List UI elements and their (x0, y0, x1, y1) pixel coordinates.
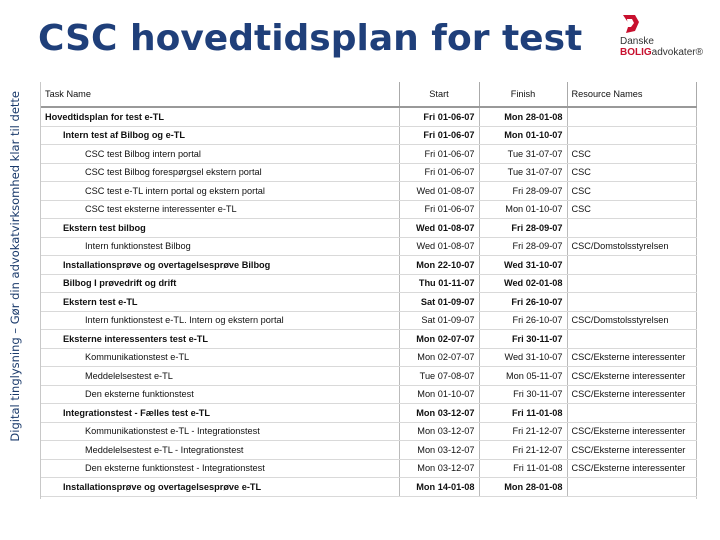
task-name-cell: Integrationstest - Fælles test e-TL (41, 404, 399, 423)
task-name-cell: CSC test eksterne interessenter e-TL (41, 200, 399, 219)
finish-cell: Fri 28-09-07 (479, 237, 567, 256)
resource-cell: CSC/Domstolsstyrelsen (567, 311, 696, 330)
finish-cell: Fri 28-09-07 (479, 182, 567, 201)
resource-cell: CSC (567, 163, 696, 182)
start-cell: Mon 02-07-07 (399, 348, 479, 367)
resource-cell: CSC/Eksterne interessenter (567, 367, 696, 386)
finish-cell: Fri 21-12-07 (479, 422, 567, 441)
table-row[interactable] (41, 459, 696, 478)
task-name-cell: Intern funktionstest Bilbog (41, 237, 399, 256)
task-name-cell: Meddelelsestest e-TL (41, 367, 399, 386)
gantt-task-table (40, 82, 697, 499)
resource-cell (567, 330, 696, 349)
table-row[interactable] (41, 163, 696, 182)
table-row[interactable] (41, 274, 696, 293)
task-name-cell: Eksterne interessenters test e-TL (41, 330, 399, 349)
start-cell: Fri 01-06-07 (399, 163, 479, 182)
finish-cell: Tue 31-07-07 (479, 163, 567, 182)
col-finish[interactable]: Finish (479, 82, 567, 107)
start-cell: Wed 01-08-07 (399, 182, 479, 201)
finish-cell: Mon 01-10-07 (479, 200, 567, 219)
finish-cell: Fri 26-10-07 (479, 311, 567, 330)
table-row[interactable] (41, 256, 696, 275)
task-name-cell: Bilbog I prøvedrift og drift (41, 274, 399, 293)
task-name-cell: CSC test Bilbog forespørgsel ekstern portal (41, 163, 399, 182)
start-cell: Sat 01-09-07 (399, 311, 479, 330)
finish-cell: Fri 11-01-08 (479, 459, 567, 478)
finish-cell: Wed 31-10-07 (479, 256, 567, 275)
resource-cell (567, 219, 696, 238)
finish-cell: Mon 28-01-08 (479, 478, 567, 497)
table-row[interactable] (41, 385, 696, 404)
start-cell: Mon 03-12-07 (399, 422, 479, 441)
finish-cell: Wed 02-01-08 (479, 274, 567, 293)
resource-cell (567, 107, 696, 126)
resource-cell: CSC (567, 145, 696, 164)
finish-cell: Fri 11-01-08 (479, 404, 567, 423)
task-name-cell: Den eksterne funktionstest - Integrationstest (41, 459, 399, 478)
resource-cell: CSC (567, 182, 696, 201)
resource-cell (567, 293, 696, 312)
col-start[interactable]: Start (399, 82, 479, 107)
start-cell: Mon 22-10-07 (399, 256, 479, 275)
start-cell: Mon 03-12-07 (399, 459, 479, 478)
finish-cell: Mon 01-10-07 (479, 126, 567, 145)
task-name-cell: CSC test Bilbog intern portal (41, 145, 399, 164)
finish-cell: Tue 31-07-07 (479, 145, 567, 164)
task-name-cell: Meddelelsestest e-TL - Integrationstest (41, 441, 399, 460)
page-title: CSC hovedtidsplan for test (38, 18, 583, 59)
finish-cell: Mon 05-11-07 (479, 367, 567, 386)
table-row[interactable] (41, 404, 696, 423)
resource-cell: CSC/Eksterne interessenter (567, 348, 696, 367)
start-cell: Thu 01-11-07 (399, 274, 479, 293)
table-row[interactable] (41, 293, 696, 312)
start-cell: Tue 07-08-07 (399, 367, 479, 386)
table-row[interactable] (41, 311, 696, 330)
logo-line2: BOLIGadvokater® (620, 47, 703, 58)
resource-cell (567, 274, 696, 293)
table-row[interactable] (41, 348, 696, 367)
resource-cell (567, 126, 696, 145)
start-cell: Wed 01-08-07 (399, 237, 479, 256)
task-name-cell: Ekstern test e-TL (41, 293, 399, 312)
start-cell: Fri 01-06-07 (399, 145, 479, 164)
finish-cell: Fri 21-12-07 (479, 441, 567, 460)
table-row[interactable] (41, 107, 696, 126)
finish-cell: Fri 28-09-07 (479, 219, 567, 238)
task-name-cell: Ekstern test bilbog (41, 219, 399, 238)
task-name-cell: Kommunikationstest e-TL (41, 348, 399, 367)
resource-cell: CSC/Eksterne interessenter (567, 385, 696, 404)
resource-cell (567, 404, 696, 423)
task-name-cell: Installationsprøve og overtagelsesprøve Bilbog (41, 256, 399, 275)
table-row[interactable] (41, 330, 696, 349)
logo-line1: Danske (620, 36, 654, 47)
table-row[interactable] (41, 126, 696, 145)
task-name-cell: Kommunikationstest e-TL - Integrationstest (41, 422, 399, 441)
finish-cell: Fri 26-10-07 (479, 293, 567, 312)
resource-cell (567, 256, 696, 275)
table-row[interactable] (41, 478, 696, 497)
logo-mark-icon (620, 12, 642, 34)
table-row[interactable] (41, 182, 696, 201)
table-row[interactable] (41, 422, 696, 441)
start-cell: Mon 03-12-07 (399, 404, 479, 423)
resource-cell: CSC (567, 200, 696, 219)
start-cell: Mon 03-12-07 (399, 441, 479, 460)
resource-cell: CSC/Eksterne interessenter (567, 459, 696, 478)
table-row[interactable] (41, 200, 696, 219)
resource-cell: CSC/Eksterne interessenter (567, 422, 696, 441)
task-name-cell: CSC test e-TL intern portal og ekstern portal (41, 182, 399, 201)
table-row[interactable] (41, 441, 696, 460)
side-caption: Digital tinglysning – Gør din advokatvirksomhed klar til dette (8, 90, 22, 442)
task-name-cell: Intern funktionstest e-TL. Intern og ekstern portal (41, 311, 399, 330)
resource-cell: CSC/Domstolsstyrelsen (567, 237, 696, 256)
start-cell: Mon 02-07-07 (399, 330, 479, 349)
danske-boligadvokater-logo (612, 12, 702, 64)
finish-cell: Mon 28-01-08 (479, 107, 567, 126)
start-cell: Wed 01-08-07 (399, 219, 479, 238)
finish-cell: Fri 30-11-07 (479, 330, 567, 349)
task-name-cell: Installationsprøve og overtagelsesprøve e-TL (41, 478, 399, 497)
task-name-cell: Hovedtidsplan for test e-TL (41, 107, 399, 126)
table-row[interactable] (41, 367, 696, 386)
col-resource-names[interactable]: Resource Names (567, 82, 696, 107)
col-task-name[interactable]: Task Name (41, 82, 399, 107)
resource-cell: CSC/Eksterne interessenter (567, 441, 696, 460)
table-row[interactable] (41, 219, 696, 238)
task-name-cell: Den eksterne funktionstest (41, 385, 399, 404)
start-cell: Fri 01-06-07 (399, 107, 479, 126)
start-cell: Fri 01-06-07 (399, 126, 479, 145)
finish-cell: Wed 31-10-07 (479, 348, 567, 367)
table-header-row (41, 82, 696, 107)
table-row[interactable] (41, 237, 696, 256)
start-cell: Mon 14-01-08 (399, 478, 479, 497)
start-cell: Sat 01-09-07 (399, 293, 479, 312)
start-cell: Mon 01-10-07 (399, 385, 479, 404)
table-row[interactable] (41, 145, 696, 164)
start-cell: Fri 01-06-07 (399, 200, 479, 219)
finish-cell: Fri 30-11-07 (479, 385, 567, 404)
resource-cell (567, 478, 696, 497)
task-name-cell: Intern test af Bilbog og e-TL (41, 126, 399, 145)
